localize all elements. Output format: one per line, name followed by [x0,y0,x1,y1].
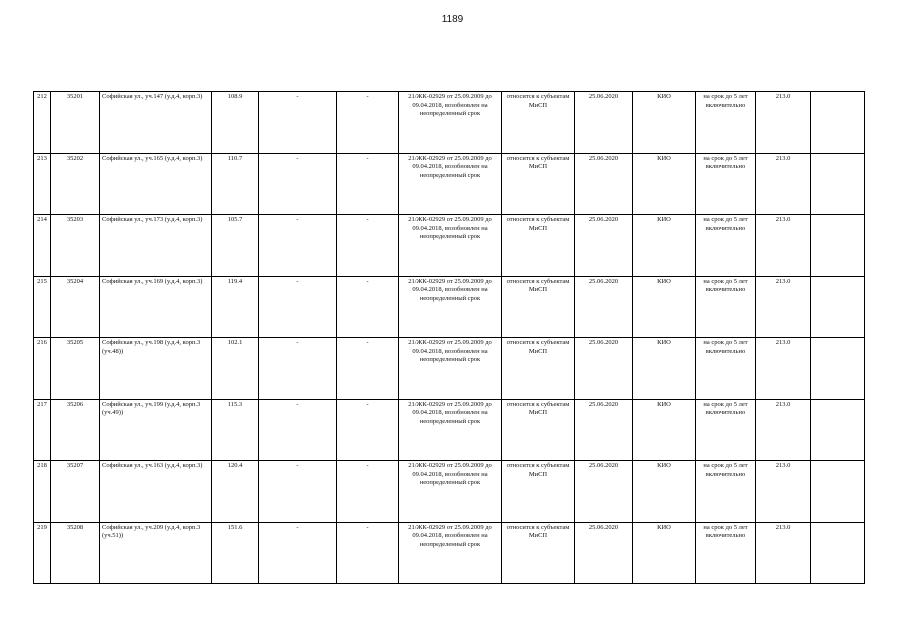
object-id-cell: 35205 [51,338,100,400]
dash-cell-cell: - [337,399,399,461]
row-number-cell: 219 [34,522,51,584]
organization-cell: КИО [633,338,696,400]
note-cell [811,461,865,523]
dash-cell-cell: - [259,338,337,400]
organization-cell: КИО [633,522,696,584]
page-number: 1189 [441,14,464,25]
address-cell: Софийская ул., уч.209 (у.д.4, корп.3 (уч.51)) [100,522,212,584]
note-cell [811,215,865,277]
dash-cell-cell: - [259,461,337,523]
object-id-cell: 35204 [51,276,100,338]
area-cell: 119.4 [212,276,259,338]
address-cell: Софийская ул., уч.199 (у.д.4, корп.3 (уч.49)) [100,399,212,461]
dash-cell-cell: - [259,92,337,154]
address-cell: Софийская ул., уч.173 (у.д.4, корп.3) [100,215,212,277]
organization-cell: КИО [633,461,696,523]
smb-status-cell: относится к субъектам МиСП [502,338,575,400]
area-cell: 120.4 [212,461,259,523]
lease-term-cell: на срок до 5 лет включительно [696,338,756,400]
organization-cell: КИО [633,276,696,338]
table-row [34,399,865,461]
dash-cell-cell: - [337,92,399,154]
value-cell: 213.0 [756,276,811,338]
organization-cell: КИО [633,399,696,461]
contract-document-cell: 21/ЖК-02929 от 25.09.2009 до 09.04.2018, возобновлен на неопределенный срок [399,461,502,523]
area-cell: 102.1 [212,338,259,400]
organization-cell: КИО [633,215,696,277]
lease-term-cell: на срок до 5 лет включительно [696,276,756,338]
row-number-cell: 215 [34,276,51,338]
value-cell: 213.0 [756,522,811,584]
date-cell: 25.06.2020 [575,522,633,584]
object-id-cell: 35203 [51,215,100,277]
date-cell: 25.06.2020 [575,153,633,215]
smb-status-cell: относится к субъектам МиСП [502,92,575,154]
row-number-cell: 216 [34,338,51,400]
smb-status-cell: относится к субъектам МиСП [502,461,575,523]
note-cell [811,92,865,154]
date-cell: 25.06.2020 [575,276,633,338]
value-cell: 213.0 [756,399,811,461]
row-number-cell: 214 [34,215,51,277]
note-cell [811,522,865,584]
address-cell: Софийская ул., уч.198 (у.д.4, корп.3 (уч.48)) [100,338,212,400]
dash-cell-cell: - [337,461,399,523]
dash-cell-cell: - [337,215,399,277]
address-cell: Софийская ул., уч.165 (у.д.4, корп.3) [100,153,212,215]
dash-cell-cell: - [259,522,337,584]
value-cell: 213.0 [756,92,811,154]
table-row [34,215,865,277]
lease-term-cell: на срок до 5 лет включительно [696,92,756,154]
table-row [34,153,865,215]
contract-document-cell: 21/ЖК-02929 от 25.09.2009 до 09.04.2018, возобновлен на неопределенный срок [399,92,502,154]
smb-status-cell: относится к субъектам МиСП [502,276,575,338]
contract-document-cell: 21/ЖК-02929 от 25.09.2009 до 09.04.2018, возобновлен на неопределенный срок [399,215,502,277]
object-id-cell: 35207 [51,461,100,523]
row-number-cell: 212 [34,92,51,154]
table-row [34,461,865,523]
table-row [34,92,865,154]
dash-cell-cell: - [337,276,399,338]
date-cell: 25.06.2020 [575,215,633,277]
organization-cell: КИО [633,92,696,154]
note-cell [811,399,865,461]
area-cell: 115.3 [212,399,259,461]
smb-status-cell: относится к субъектам МиСП [502,522,575,584]
object-id-cell: 35202 [51,153,100,215]
value-cell: 213.0 [756,338,811,400]
date-cell: 25.06.2020 [575,399,633,461]
contract-document-cell: 21/ЖК-02929 от 25.09.2009 до 09.04.2018, возобновлен на неопределенный срок [399,399,502,461]
smb-status-cell: относится к субъектам МиСП [502,399,575,461]
area-cell: 105.7 [212,215,259,277]
dash-cell-cell: - [337,522,399,584]
registry-table [33,91,865,584]
contract-document-cell: 21/ЖК-02929 от 25.09.2009 до 09.04.2018, возобновлен на неопределенный срок [399,338,502,400]
note-cell [811,276,865,338]
table-row [34,276,865,338]
value-cell: 213.0 [756,461,811,523]
row-number-cell: 218 [34,461,51,523]
note-cell [811,153,865,215]
object-id-cell: 35206 [51,399,100,461]
dash-cell-cell: - [337,153,399,215]
object-id-cell: 35208 [51,522,100,584]
note-cell [811,338,865,400]
date-cell: 25.06.2020 [575,461,633,523]
contract-document-cell: 21/ЖК-02929 от 25.09.2009 до 09.04.2018, возобновлен на неопределенный срок [399,153,502,215]
address-cell: Софийская ул., уч.169 (у.д.4, корп.3) [100,276,212,338]
contract-document-cell: 21/ЖК-02929 от 25.09.2009 до 09.04.2018, возобновлен на неопределенный срок [399,522,502,584]
lease-term-cell: на срок до 5 лет включительно [696,399,756,461]
dash-cell-cell: - [337,338,399,400]
lease-term-cell: на срок до 5 лет включительно [696,215,756,277]
table-row [34,522,865,584]
value-cell: 213.0 [756,215,811,277]
organization-cell: КИО [633,153,696,215]
address-cell: Софийская ул., уч.147 (у.д.4, корп.3) [100,92,212,154]
dash-cell-cell: - [259,276,337,338]
dash-cell-cell: - [259,399,337,461]
table-row [34,338,865,400]
smb-status-cell: относится к субъектам МиСП [502,153,575,215]
row-number-cell: 217 [34,399,51,461]
registry-body [34,92,865,584]
contract-document-cell: 21/ЖК-02929 от 25.09.2009 до 09.04.2018, возобновлен на неопределенный срок [399,276,502,338]
area-cell: 110.7 [212,153,259,215]
dash-cell-cell: - [259,153,337,215]
date-cell: 25.06.2020 [575,338,633,400]
smb-status-cell: относится к субъектам МиСП [502,215,575,277]
dash-cell-cell: - [259,215,337,277]
object-id-cell: 35201 [51,92,100,154]
lease-term-cell: на срок до 5 лет включительно [696,461,756,523]
area-cell: 108.9 [212,92,259,154]
date-cell: 25.06.2020 [575,92,633,154]
lease-term-cell: на срок до 5 лет включительно [696,522,756,584]
row-number-cell: 213 [34,153,51,215]
address-cell: Софийская ул., уч.163 (у.д.4, корп.3) [100,461,212,523]
value-cell: 213.0 [756,153,811,215]
lease-term-cell: на срок до 5 лет включительно [696,153,756,215]
area-cell: 151.6 [212,522,259,584]
